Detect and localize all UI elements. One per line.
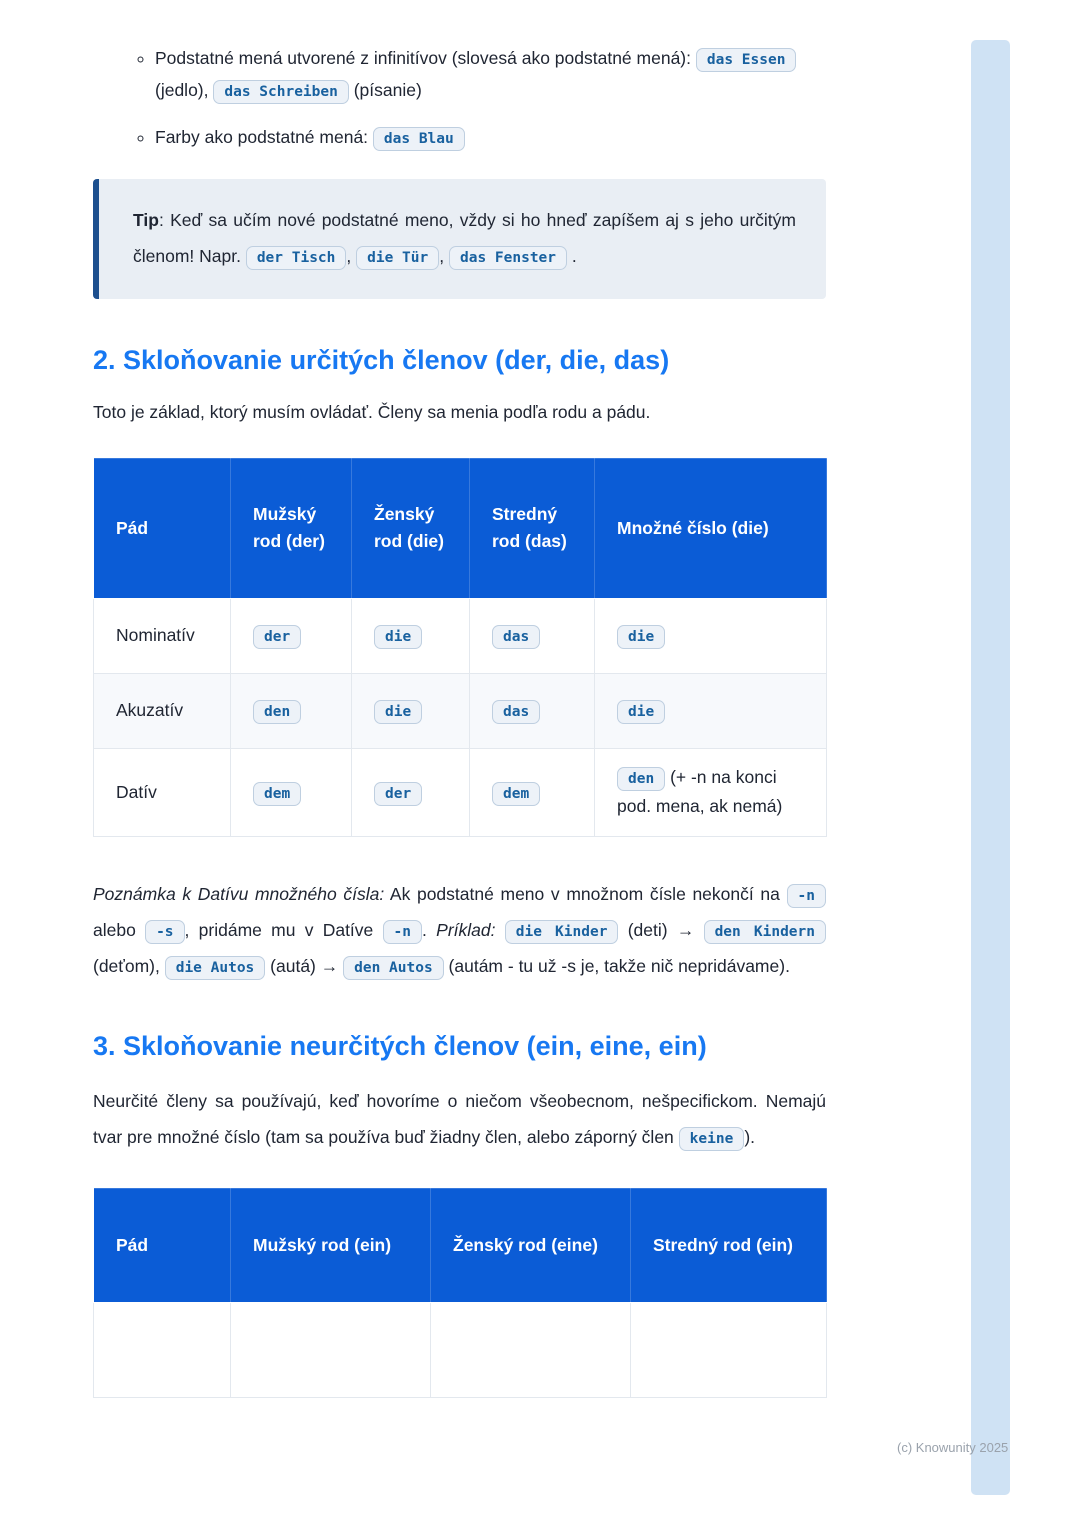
section-intro-paragraph: Neurčité členy sa používajú, keď hovoríme o niečom všeobecnom, nešpecifickom. Nemajú tvar pre množné číslo (tam sa používa buď žiadny člen, alebo záporný člen keine ). <box>93 1084 826 1156</box>
table-cell <box>231 598 352 673</box>
inline-code-chip: das Blau <box>373 127 465 151</box>
table-cell <box>595 598 827 673</box>
grammar-table <box>93 1188 827 1398</box>
table-cell <box>470 598 595 673</box>
inline-code-chip: das Fenster <box>449 246 567 270</box>
inline-code-chip: die Tür <box>356 246 439 270</box>
inline-code-chip: der <box>253 625 301 649</box>
table-header-cell: Mužský rod (der) <box>231 458 352 598</box>
list-item: ◦ Farby ako podstatné mená: das Blau <box>155 121 826 153</box>
inline-code-chip: keine <box>679 1127 745 1151</box>
inline-code-chip: der <box>374 782 422 806</box>
table-row <box>94 748 827 837</box>
inline-code-chip: die <box>617 625 665 649</box>
table-cell <box>431 1302 631 1397</box>
table-cell <box>470 673 595 748</box>
table-cell <box>631 1302 827 1397</box>
document-page <box>93 42 826 1438</box>
inline-code-chip: die Kinder <box>505 920 619 944</box>
tip-callout <box>93 179 826 299</box>
bold-text: Tip <box>133 210 159 231</box>
intro-bullet-list <box>93 42 826 153</box>
inline-code-chip: -n <box>383 920 422 944</box>
row-label-cell: Nominatív <box>94 598 231 673</box>
inline-code-chip: dem <box>492 782 540 806</box>
table-header-cell: Stredný rod (ein) <box>631 1188 827 1302</box>
emphasis-text: Poznámka k Datívu množného čísla: <box>93 884 385 905</box>
row-label-cell <box>94 1302 231 1397</box>
copyright-footer: (c) Knowunity 2025 <box>897 1440 1009 1455</box>
table-cell <box>231 673 352 748</box>
inline-code-chip: das Essen <box>696 48 797 72</box>
inline-code-chip: -n <box>787 884 826 908</box>
inline-code-chip: den <box>617 767 665 791</box>
table-row <box>94 598 827 673</box>
emphasis-text: Príklad: <box>436 920 496 941</box>
inline-code-chip: die Autos <box>165 956 266 980</box>
section-intro-paragraph: Toto je základ, ktorý musím ovládať. Členy sa menia podľa rodu a pádu. <box>93 401 651 422</box>
table-cell <box>352 748 470 837</box>
scrollbar-track[interactable] <box>971 40 1010 1495</box>
inline-code-chip: -s <box>145 920 184 944</box>
table-header-cell: Mužský rod (ein) <box>231 1188 431 1302</box>
inline-code-chip: der Tisch <box>246 246 347 270</box>
table-cell <box>231 748 352 837</box>
inline-code-chip: den Kindern <box>704 920 826 944</box>
inline-code-chip: die <box>617 700 665 724</box>
table-header-row <box>94 458 827 598</box>
row-label-cell: Datív <box>94 748 231 837</box>
table-cell <box>470 748 595 837</box>
inline-code-chip: dem <box>253 782 301 806</box>
inline-code-chip: den <box>253 700 301 724</box>
table-header-row <box>94 1188 827 1302</box>
table-cell <box>231 1302 431 1397</box>
table-header-cell: Ženský rod (eine) <box>431 1188 631 1302</box>
inline-code-chip: die <box>374 625 422 649</box>
table-header-cell: Ženský rod (die) <box>352 458 470 598</box>
list-item: ◦ Podstatné mená utvorené z infinitívov (slovesá ako podstatné mená): das Essen (jedlo), das Schreiben (písanie) <box>155 42 826 107</box>
table-row <box>94 673 827 748</box>
table-header-cell: Pád <box>94 458 231 598</box>
section-heading-indefinite-articles: 3. Skloňovanie neurčitých členov (ein, eine, ein) <box>93 1030 707 1061</box>
table-cell <box>352 598 470 673</box>
inline-code-chip: das Schreiben <box>213 80 349 104</box>
table-cell <box>352 673 470 748</box>
table-row <box>94 1302 827 1397</box>
tip-text: Tip: Keď sa učím nové podstatné meno, vždy si ho hneď zapíšem aj s jeho určitým členom! Napr. der Tisch , die Tür , das Fenster . <box>133 203 796 275</box>
inline-code-chip: den Autos <box>343 956 444 980</box>
indefinite-articles-table <box>93 1188 826 1398</box>
dative-plural-note: Poznámka k Datívu množného čísla: Ak podstatné meno v množnom čísle nekončí na -n alebo -s , pridáme mu v Datíve -n . Príklad: die Kinder (deti) → den Kindern (deťom), die Autos (autá) → den Autos (autám - tu už -s je, takže nič nepridávame). <box>93 877 826 985</box>
table-cell <box>595 673 827 748</box>
row-label-cell: Akuzatív <box>94 673 231 748</box>
inline-code-chip: die <box>374 700 422 724</box>
inline-code-chip: das <box>492 625 540 649</box>
section-heading-definite-articles: 2. Skloňovanie určitých členov (der, die, das) <box>93 344 670 375</box>
inline-code-chip: das <box>492 700 540 724</box>
grammar-table <box>93 458 827 838</box>
table-header-cell: Množné číslo (die) <box>595 458 827 598</box>
definite-articles-table <box>93 458 826 838</box>
table-header-cell: Pád <box>94 1188 231 1302</box>
table-header-cell: Stredný rod (das) <box>470 458 595 598</box>
table-cell: den (+ -n na konci pod. mena, ak nemá) <box>595 748 827 837</box>
